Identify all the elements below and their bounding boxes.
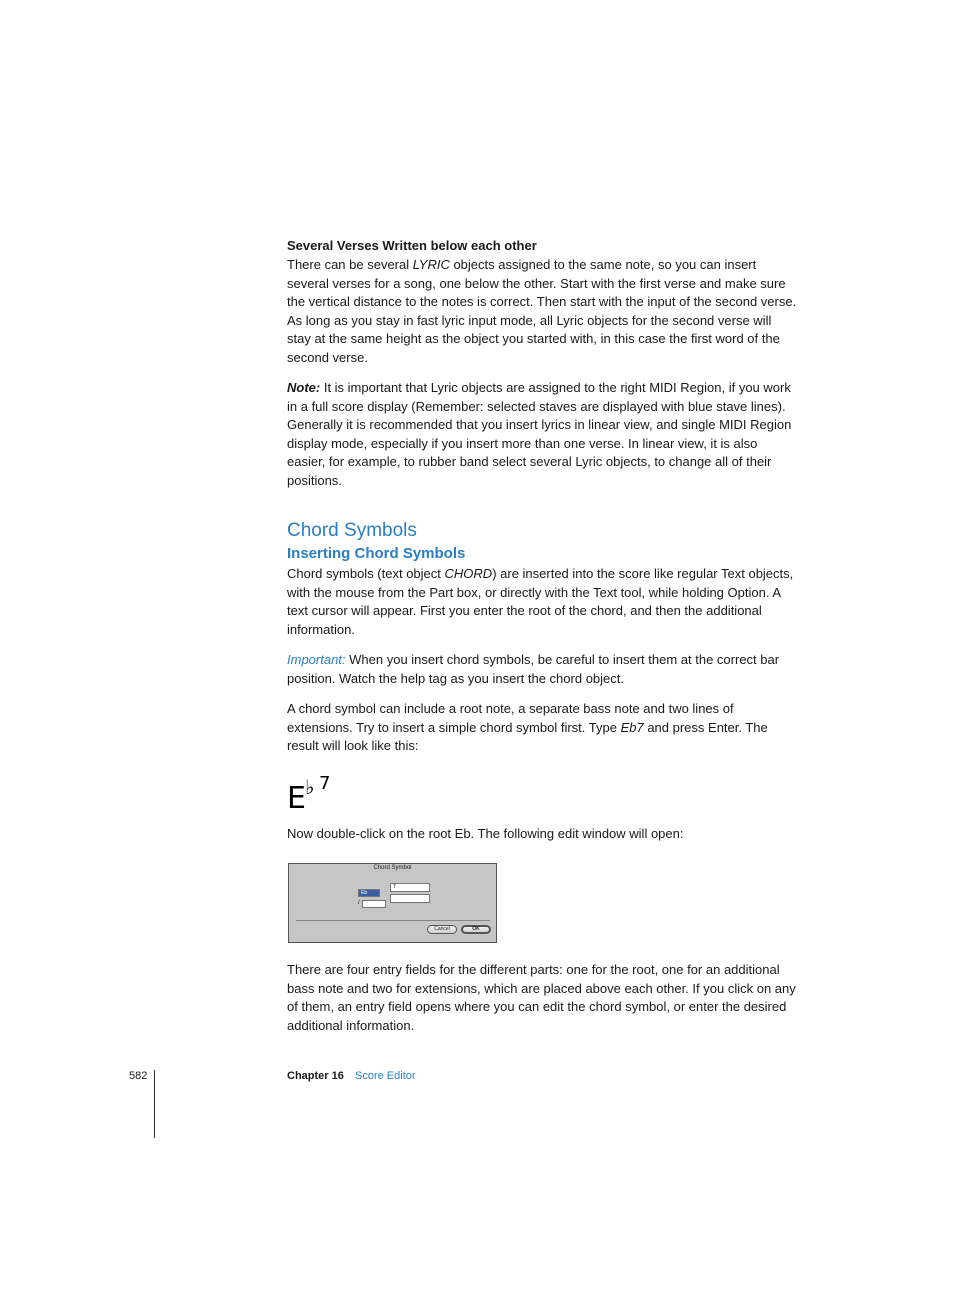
root-field[interactable]: Eb [358,889,380,897]
extension-upper-field[interactable]: 7 [390,883,430,892]
text: and press Enter. The result will look like this: [287,719,768,754]
text: There can be several [287,257,413,272]
text-emphasis: CHORD [444,566,493,581]
dialog-title: Chord Symbol [373,865,412,871]
chord-symbol-dialog [288,863,497,943]
chord-symbol-example [287,770,347,812]
divider [296,920,490,921]
footer-chapter-title: Score Editor [355,1070,416,1082]
ok-button[interactable]: OK [461,925,491,934]
text: Chord symbols (text object [287,566,445,581]
note-paragraph [287,379,797,491]
paragraph-double-click: Now double-click on the root Eb. The following edit window will open: [287,826,684,841]
chapter-section-heading: Chord Symbols [287,520,417,541]
section-heading-several-verses: Several Verses Written below each other [287,238,537,253]
paragraph-several-verses [287,256,797,368]
text-emphasis: Eb7 [620,719,644,735]
chord-root: E [287,781,306,812]
bass-note-field[interactable] [362,900,386,908]
extension-lower-field[interactable] [390,894,430,903]
subsection-heading: Inserting Chord Symbols [287,545,466,562]
text: objects assigned to the same note, so you can insert several verses for a song, one below the other. Start with the first verse and make sure the vertical distance to the notes is correct. Then start with the input of the second verse. As long as you stay in fast lyric input mode, all Lyric objects for the second verse will stay at the same height as the object you started with, in this case the first word of the second verse. [287,257,797,365]
cancel-button[interactable]: Cancel [427,925,457,934]
note-label: Note: [287,380,321,395]
note-text: It is important that Lyric objects are assigned to the right MIDI Region, if you work in a full score display (Remember: selected staves are displayed with blue stave lines). Generally it is recommended that you insert lyrics in linear view, and single MIDI Region display mode, especially if you insert more than one verse. In linear view, it is also easier, for example, to rubber band select several Lyric objects, to change all of their positions. [287,380,792,488]
paragraph-entry-fields: There are four entry fields for the different parts: one for the root, one for an additional bass note and two for extensions, which are placed above each other. If you click on any of them, an entry field opens where you can edit the chord symbol, or enter the desired additional information. [287,962,796,1033]
paragraph-chord-symbols [287,565,797,639]
important-label: Important: [287,652,346,667]
paragraph-chord-include [287,700,797,756]
text: A chord symbol can include a root note, a separate bass note and two lines of extensions. Try to insert a simple chord symbol first. Type [287,701,734,735]
bass-slash: / [358,900,360,906]
chord-extension: 7 [319,773,331,794]
footer-rule [154,1070,155,1138]
chord-accidental: ♭ [305,775,315,799]
footer-chapter: Chapter 16 [287,1070,344,1082]
important-paragraph [287,651,797,688]
important-text: When you insert chord symbols, be careful to insert them at the correct bar position. Watch the help tag as you insert the chord object. [287,652,780,686]
page-number: 582 [129,1070,148,1082]
text-emphasis: LYRIC [412,257,450,272]
text: ) are inserted into the score like regular Text objects, with the mouse from the Part box, or directly with the Text tool, while holding Option. A text cursor will appear. First you enter the root of the chord, and then the additional information. [287,566,794,637]
